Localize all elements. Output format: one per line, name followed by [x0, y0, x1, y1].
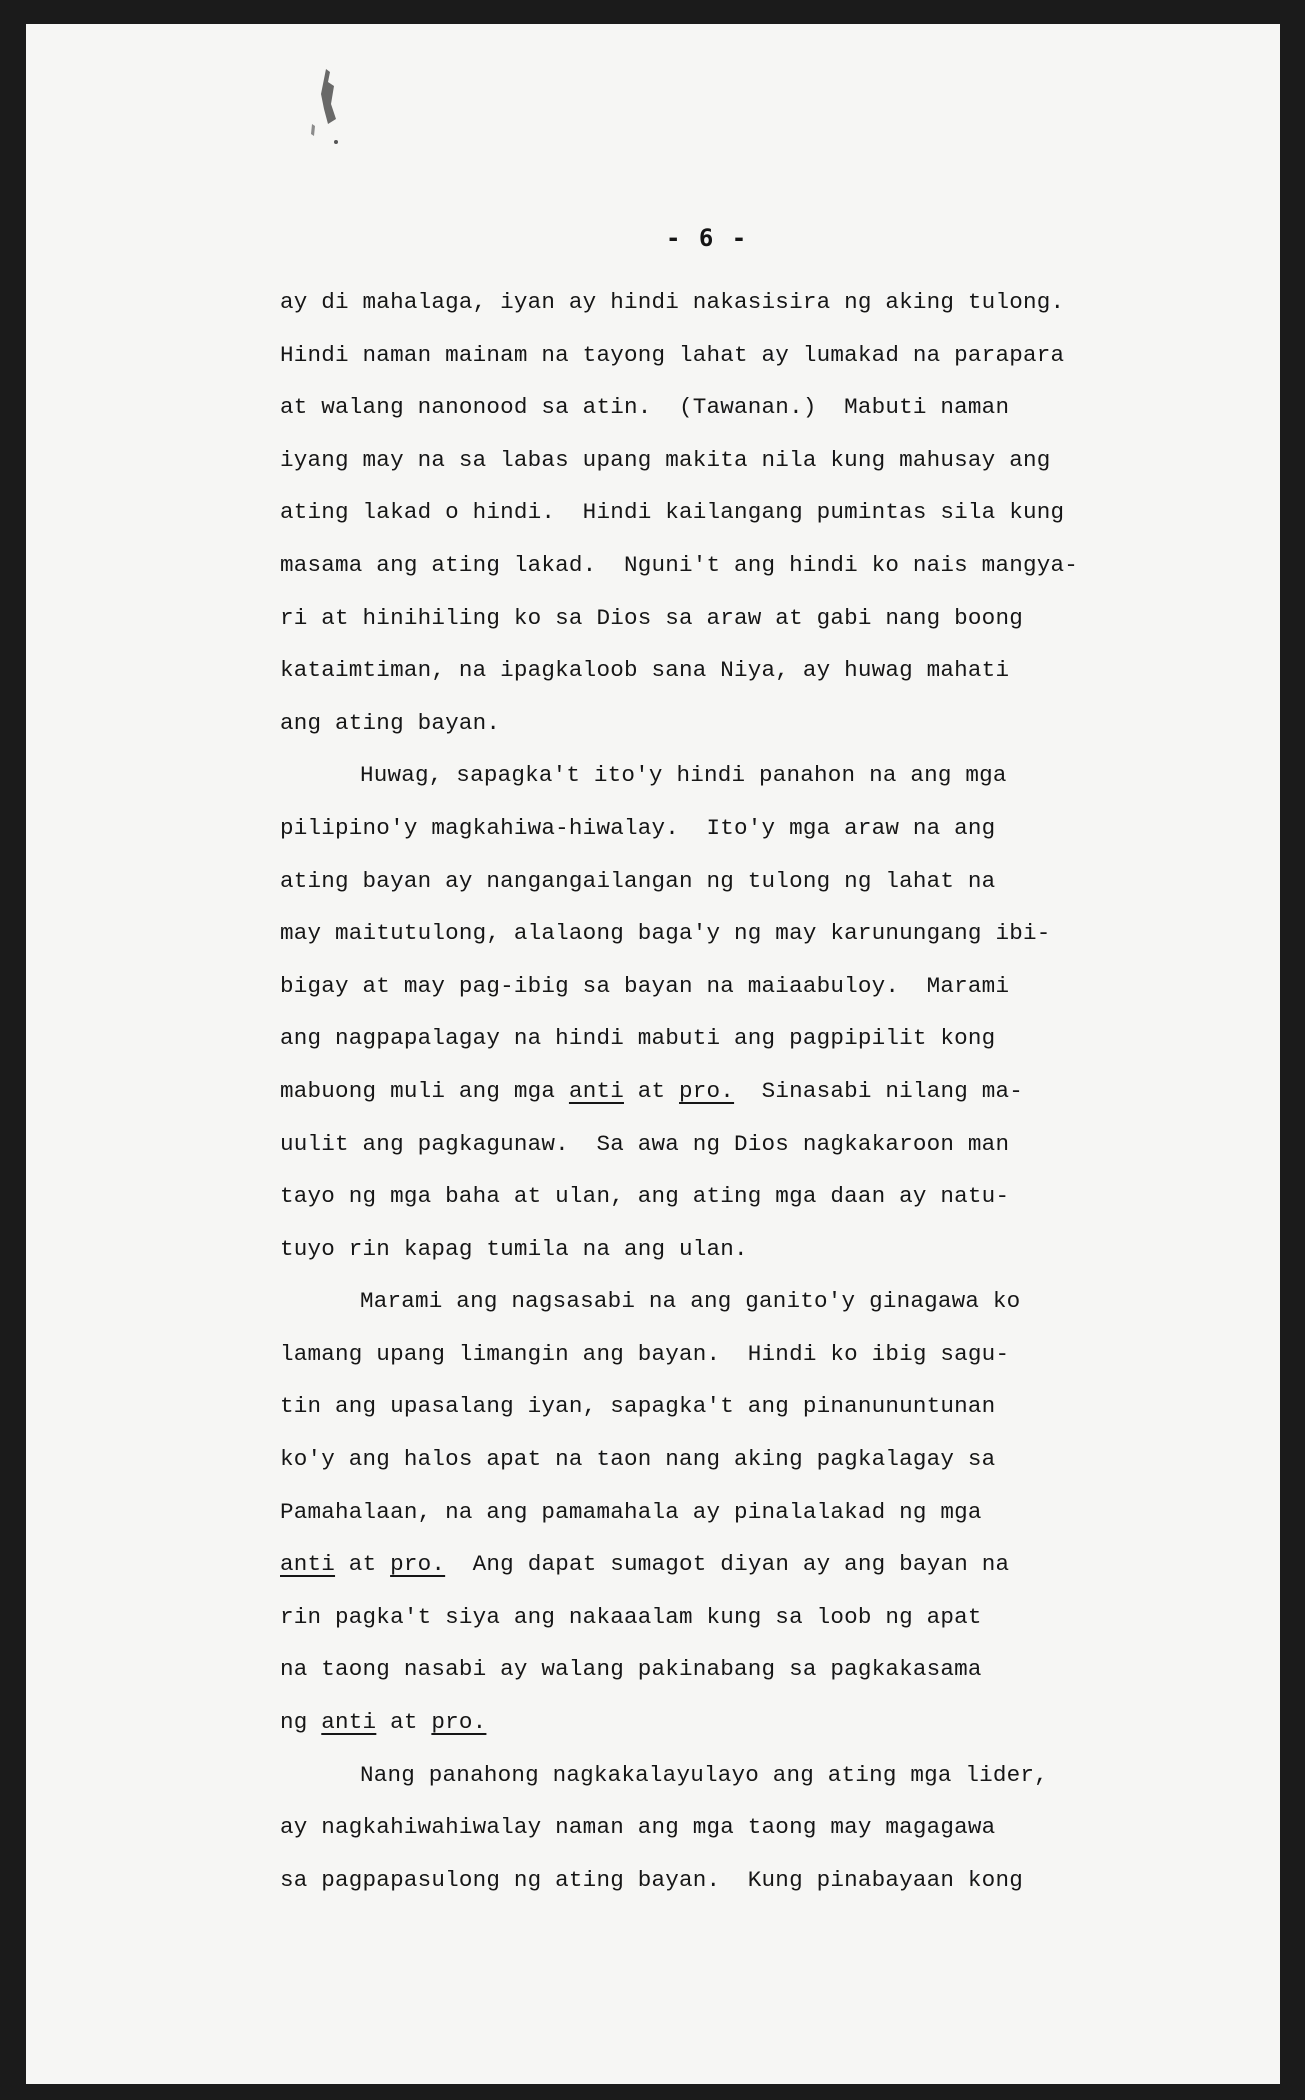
text-line: [280, 1380, 1200, 1433]
text-line: [280, 1275, 1200, 1328]
ink-smudge-mark: [306, 64, 356, 154]
text-run: may maitutulong, alalaong baga'y ng may karunungang ibi-: [280, 920, 1051, 947]
text-line: [280, 749, 1200, 802]
text-line: [280, 1591, 1200, 1644]
text-run: sa pagpapasulong ng ating bayan. Kung pinabayaan kong: [280, 1866, 1023, 1893]
text-run: lamang upang limangin ang bayan. Hindi ko ibig sagu-: [280, 1340, 1010, 1367]
text-line: [280, 539, 1200, 592]
text-line: [280, 1170, 1200, 1223]
text-line: [280, 1538, 1200, 1591]
text-line: [280, 855, 1200, 908]
text-line: [280, 329, 1200, 382]
text-run: iyang may na sa labas upang makita nila kung mahusay ang: [280, 446, 1051, 473]
page-number: - 6 -: [666, 224, 749, 252]
text-run: pilipino'y magkahiwa-hiwalay. Ito'y mga araw na ang: [280, 814, 996, 841]
underlined-word: anti: [321, 1709, 377, 1736]
text-line: [280, 1012, 1200, 1065]
text-run: ng: [280, 1709, 322, 1736]
text-line: [280, 276, 1200, 329]
document-body: [280, 276, 1200, 1906]
underlined-word: pro.: [679, 1077, 735, 1104]
text-run: Hindi naman mainam na tayong lahat ay lumakad na parapara: [280, 341, 1065, 368]
text-line: [280, 697, 1200, 750]
text-run: at: [376, 1709, 432, 1736]
text-run: rin pagka't siya ang nakaaalam kung sa loob ng apat: [280, 1603, 982, 1630]
underlined-word: anti: [280, 1551, 336, 1578]
text-run: tin ang upasalang iyan, sapagka't ang pinanununtunan: [280, 1393, 996, 1420]
text-line: [280, 592, 1200, 645]
text-line: [280, 644, 1200, 697]
text-run: Sinasabi nilang ma-: [734, 1077, 1024, 1104]
text-line: [280, 1433, 1200, 1486]
text-line: [280, 1749, 1200, 1802]
text-line: [280, 381, 1200, 434]
text-line: [280, 1328, 1200, 1381]
text-run: ang nagpapalagay na hindi mabuti ang pagpipilit kong: [280, 1025, 996, 1052]
text-run: ri at hinihiling ko sa Dios sa araw at gabi nang boong: [280, 604, 1023, 631]
text-line: [280, 1118, 1200, 1171]
text-run: ay nagkahiwahiwalay naman ang mga taong may magagawa: [280, 1814, 996, 1841]
text-line: [280, 1065, 1200, 1118]
text-line: [280, 1854, 1200, 1907]
text-run: ating bayan ay nangangailangan ng tulong ng lahat na: [280, 867, 996, 894]
text-run: at: [623, 1077, 680, 1104]
text-run: tayo ng mga baha at ulan, ang ating mga daan ay natu-: [280, 1183, 1010, 1210]
text-run: masama ang ating lakad. Nguni't ang hindi ko nais mangya-: [280, 551, 1078, 578]
text-run: kataimtiman, na ipagkaloob sana Niya, ay huwag mahati: [280, 657, 1010, 684]
text-run: Huwag, sapagka't ito'y hindi panahon na ang mga: [360, 762, 1007, 789]
text-line: [280, 960, 1200, 1013]
text-run: ang ating bayan.: [280, 709, 501, 736]
underlined-word: pro.: [390, 1551, 446, 1578]
text-run: ay di mahalaga, iyan ay hindi nakasisira ng aking tulong.: [280, 289, 1065, 315]
text-run: bigay at may pag-ibig sa bayan na maiaabuloy. Marami: [280, 972, 1010, 999]
text-line: [280, 802, 1200, 855]
text-run: at walang nanonood sa atin. (Tawanan.) Mabuti naman: [280, 394, 1010, 421]
underlined-word: pro.: [431, 1709, 487, 1736]
text-run: Ang dapat sumagot diyan ay ang bayan na: [445, 1551, 1010, 1578]
text-line: [280, 434, 1200, 487]
text-run: Marami ang nagsasabi na ang ganito'y ginagawa ko: [360, 1288, 1021, 1315]
text-line: [280, 907, 1200, 960]
text-line: [280, 486, 1200, 539]
text-run: mabuong muli ang mga: [280, 1077, 569, 1104]
text-run: ating lakad o hindi. Hindi kailangang pumintas sila kung: [280, 499, 1065, 526]
underlined-word: anti: [568, 1077, 624, 1104]
text-line: [280, 1643, 1200, 1696]
document-page: [26, 24, 1280, 2084]
text-run: Nang panahong nagkakalayulayo ang ating mga lider,: [360, 1761, 1048, 1788]
text-line: [280, 1486, 1200, 1539]
text-line: [280, 1801, 1200, 1854]
text-run: ko'y ang halos apat na taon nang aking pagkalagay sa: [280, 1446, 996, 1473]
text-run: tuyo rin kapag tumila na ang ulan.: [280, 1235, 748, 1262]
text-line: [280, 1223, 1200, 1276]
text-line: [280, 1696, 1200, 1749]
text-run: at: [335, 1551, 391, 1578]
text-run: Pamahalaan, na ang pamamahala ay pinalalakad ng mga: [280, 1498, 982, 1525]
text-run: uulit ang pagkagunaw. Sa awa ng Dios nagkakaroon man: [280, 1130, 1010, 1157]
text-run: na taong nasabi ay walang pakinabang sa pagkakasama: [280, 1656, 982, 1683]
